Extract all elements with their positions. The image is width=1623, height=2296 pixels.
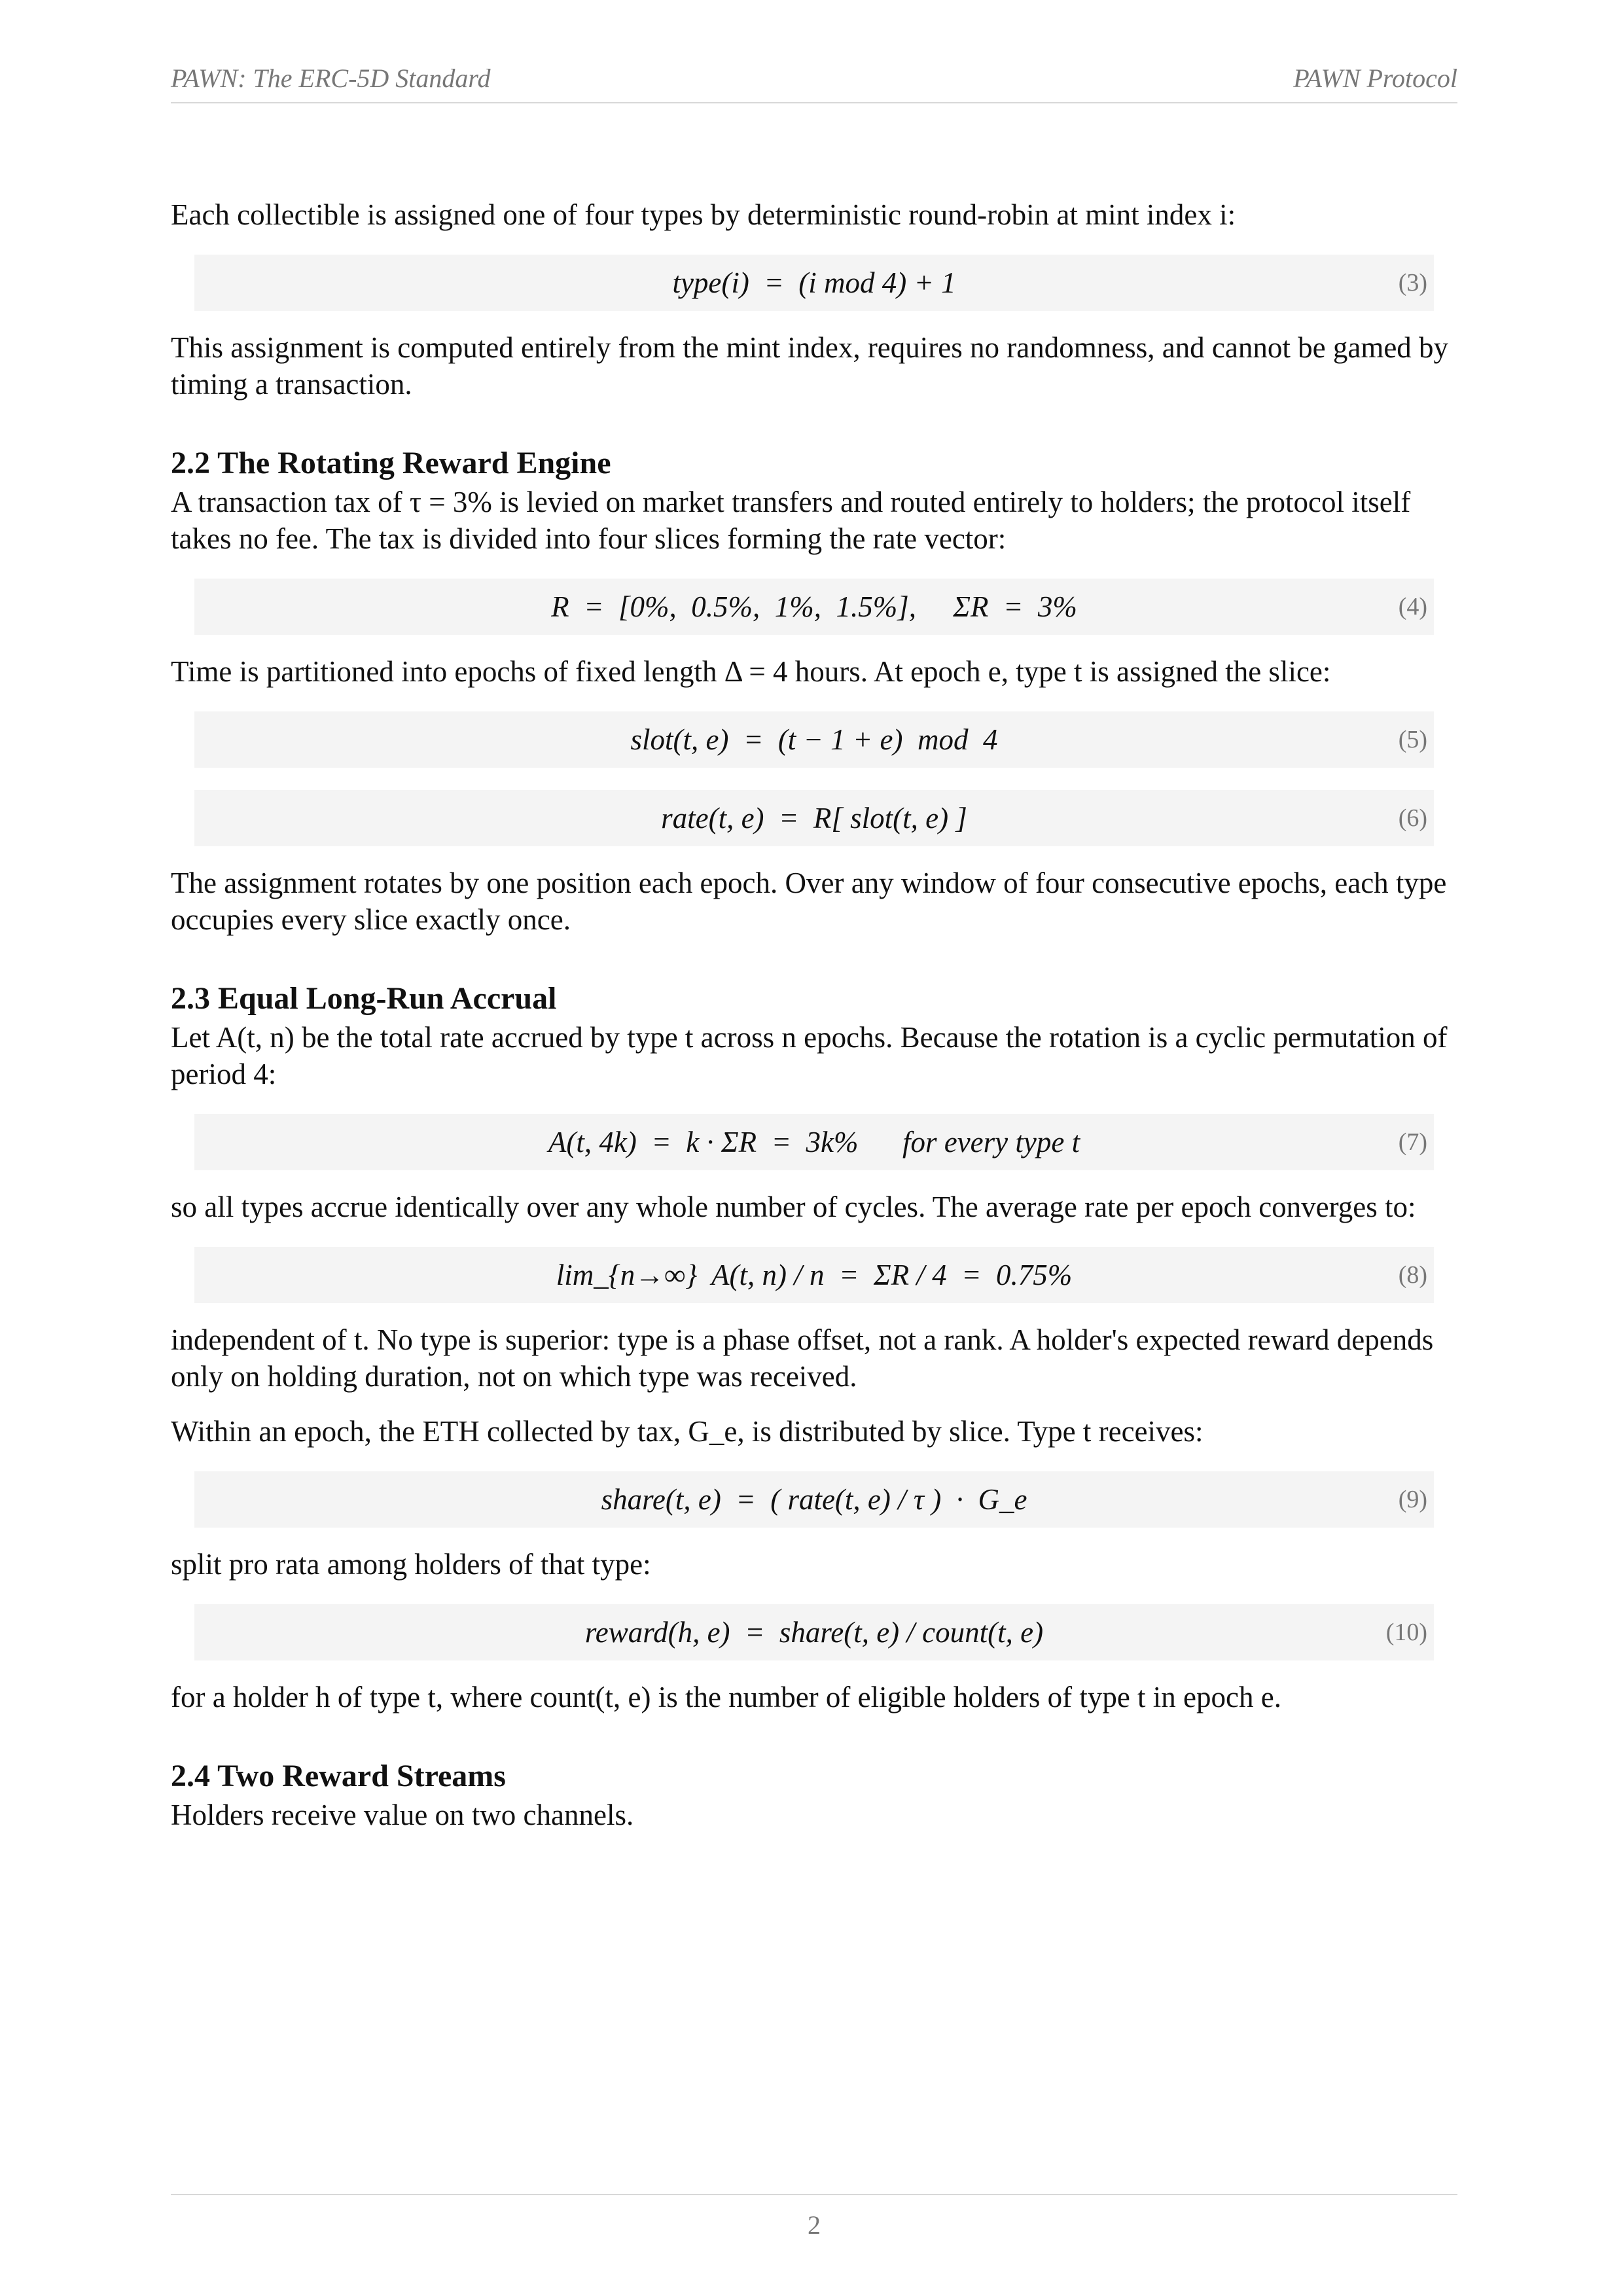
equation-4	[194, 579, 1434, 635]
equation-number: (8)	[1398, 1261, 1427, 1289]
section-heading-2-2: 2.2 The Rotating Reward Engine	[171, 446, 611, 480]
equation-expression: R = [0%, 0.5%, 1%, 1.5%], ΣR = 3%	[551, 590, 1077, 623]
equation-expression: type(i) = (i mod 4) + 1	[672, 266, 956, 299]
paragraph-assignment-note: This assignment is computed entirely from the mint index, requires no randomness, and cannot be gamed by timing a transaction.	[171, 331, 1449, 401]
equation-3	[194, 255, 1434, 311]
paragraph-accrual: Let A(t, n) be the total rate accrued by type t across n epochs. Because the rotation is a cyclic permutation of period 4:	[171, 1021, 1448, 1090]
page-body	[171, 196, 1457, 1833]
equation-7	[194, 1114, 1434, 1170]
equation-number: (4)	[1398, 593, 1427, 620]
equation-number: (3)	[1398, 269, 1427, 296]
equation-9	[194, 1471, 1434, 1528]
page-number: 2	[808, 2210, 821, 2240]
paragraph-holder-definition: for a holder h of type t, where count(t, e) is the number of eligible holders of type t in epoch e.	[171, 1681, 1281, 1713]
equation-10	[194, 1604, 1434, 1660]
page-footer	[171, 2194, 1457, 2240]
equation-expression: reward(h, e) = share(t, e) / count(t, e)	[584, 1616, 1044, 1649]
equation-8	[194, 1247, 1434, 1303]
paragraph-type-assignment: Each collectible is assigned one of four types by deterministic round-robin at mint index i:	[171, 198, 1236, 231]
equation-expression: lim_{n→∞} A(t, n) / n = ΣR / 4 = 0.75%	[556, 1259, 1073, 1291]
paragraph-rotation: The assignment rotates by one position each epoch. Over any window of four consecutive epochs, each type occupies every slice exactly once.	[171, 867, 1447, 936]
equation-6	[194, 790, 1434, 846]
running-header	[171, 63, 1457, 103]
equation-expression: share(t, e) = ( rate(t, e) / τ ) · G_e	[601, 1483, 1027, 1516]
equation-number: (7)	[1398, 1128, 1427, 1156]
paragraph-transaction-tax: A transaction tax of τ = 3% is levied on market transfers and routed entirely to holders; the protocol itself takes no fee. The tax is divided into four slices forming the rate vector:	[171, 486, 1411, 555]
equation-number: (10)	[1385, 1619, 1427, 1646]
equation-number: (6)	[1398, 804, 1427, 832]
section-heading-2-3: 2.3 Equal Long-Run Accrual	[171, 981, 557, 1016]
section-heading-2-4: 2.4 Two Reward Streams	[171, 1759, 506, 1793]
equation-expression: rate(t, e) = R[ slot(t, e) ]	[661, 802, 967, 834]
paragraph-independence: independent of t. No type is superior: type is a phase offset, not a rank. A holder's expected reward depends only on holding duration, not on which type was received.	[171, 1323, 1434, 1393]
equation-expression: slot(t, e) = (t − 1 + e) mod 4	[630, 723, 998, 756]
header-title: PAWN: The ERC-5D Standard	[171, 63, 491, 93]
paragraph-distribution: Within an epoch, the ETH collected by tax, G_e, is distributed by slice. Type t receives:	[171, 1415, 1204, 1448]
paragraph-epochs: Time is partitioned into epochs of fixed length Δ = 4 hours. At epoch e, type t is assigned the slice:	[171, 655, 1331, 688]
paragraph-pro-rata: split pro rata among holders of that type:	[171, 1548, 651, 1581]
equation-number: (9)	[1398, 1486, 1427, 1513]
equation-5	[194, 711, 1434, 768]
equation-number: (5)	[1398, 726, 1427, 753]
paragraph-two-channels: Holders receive value on two channels.	[171, 1799, 634, 1831]
equation-expression: A(t, 4k) = k · ΣR = 3k% for every type t	[548, 1126, 1080, 1158]
header-protocol: PAWN Protocol	[1293, 63, 1457, 93]
paragraph-average-rate: so all types accrue identically over any whole number of cycles. The average rate per epoch converges to:	[171, 1191, 1416, 1223]
